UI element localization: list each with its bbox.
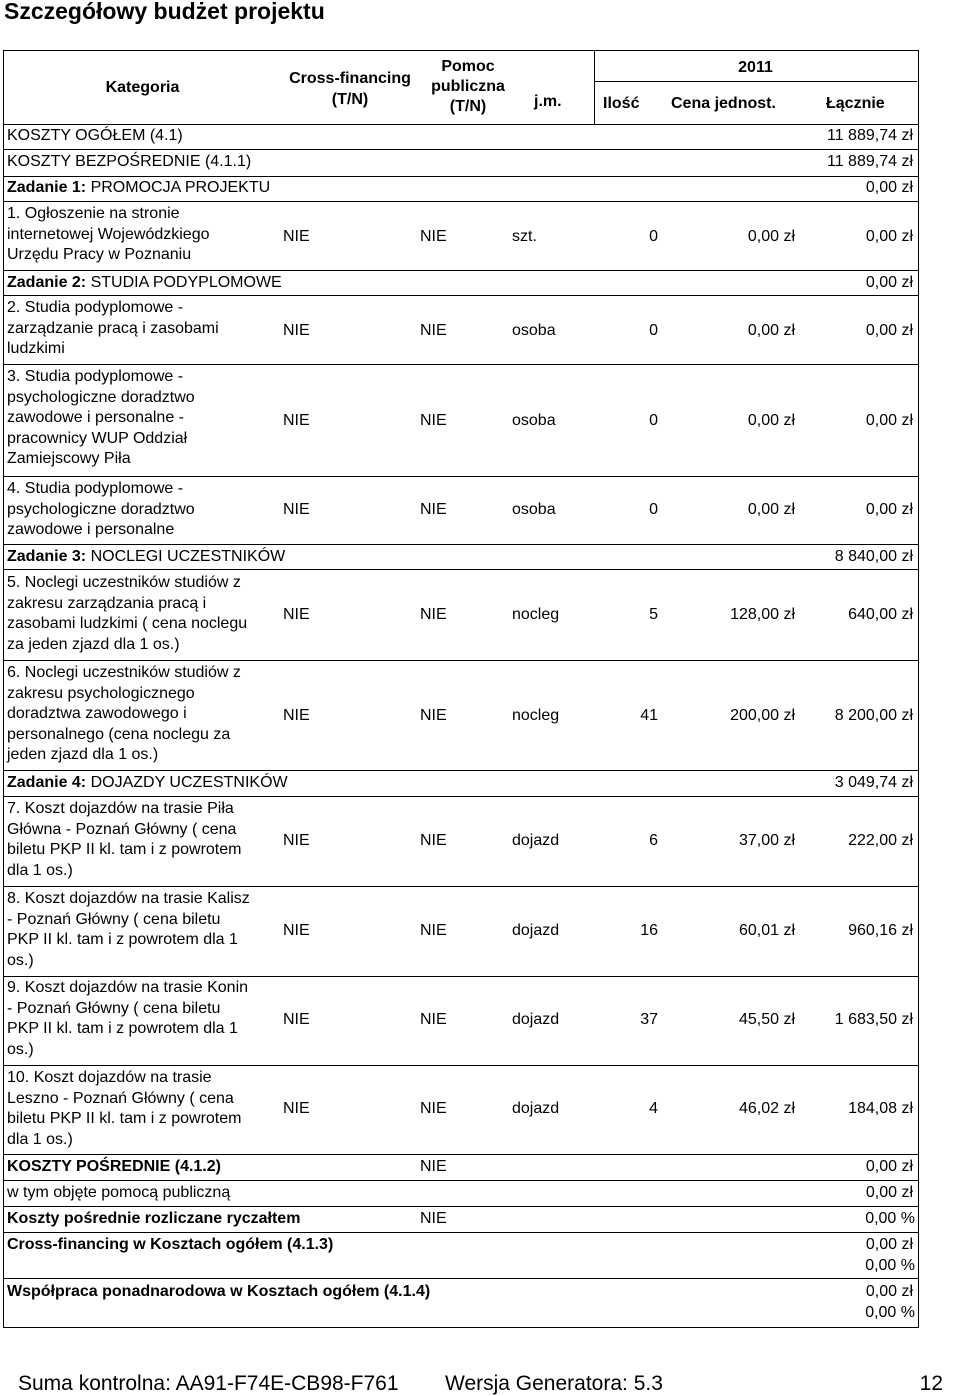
item-6-total: 8 200,00 zł bbox=[834, 707, 913, 724]
koszty-posrednie-flag: NIE bbox=[420, 1158, 447, 1175]
koszty-posrednie-label: KOSZTY POŚREDNIE (4.1.2) bbox=[7, 1158, 221, 1175]
row-divider bbox=[3, 476, 918, 477]
item-8-cross-financing: NIE bbox=[283, 922, 310, 939]
row-divider bbox=[3, 270, 918, 271]
item-8-unit: dojazd bbox=[512, 922, 560, 939]
task-2-title: Zadanie 2: STUDIA PODYPLOMOWE bbox=[7, 274, 282, 291]
item-8-unit-price: 60,01 zł bbox=[738, 922, 795, 939]
item-10-quantity: 4 bbox=[649, 1100, 658, 1117]
item-2-cross-financing: NIE bbox=[283, 322, 310, 339]
header-pomoc-publiczna: Pomoc publiczna (T/N) bbox=[431, 58, 505, 115]
item-3-total: 0,00 zł bbox=[865, 412, 913, 429]
page-number: 12 bbox=[919, 1372, 943, 1395]
row-divider bbox=[3, 201, 918, 202]
pomoc-publiczna-label: w tym objęte pomocą publiczną bbox=[7, 1184, 231, 1201]
item-4-total: 0,00 zł bbox=[865, 501, 913, 518]
item-8-pomoc: NIE bbox=[420, 922, 447, 939]
item-1-description: 1. Ogłoszenie na stronie internetowej Wojewódzkiego Urzędu Pracy w Poznaniu bbox=[7, 205, 210, 263]
row-divider bbox=[3, 976, 918, 977]
page-title: Szczegółowy budżet projektu bbox=[4, 0, 325, 24]
row-divider bbox=[3, 544, 918, 545]
item-8-quantity: 16 bbox=[640, 922, 658, 939]
wspolpraca-label: Współpraca ponadnarodowa w Kosztach ogółem (4.1.4) bbox=[7, 1283, 431, 1300]
item-5-cross-financing: NIE bbox=[283, 606, 310, 623]
checksum: Suma kontrolna: AA91-F74E-CB98-F761 bbox=[18, 1372, 399, 1395]
task-4-total: 3 049,74 zł bbox=[834, 774, 913, 791]
item-1-cross-financing: NIE bbox=[283, 228, 310, 245]
item-4-unit: osoba bbox=[512, 501, 556, 518]
item-4-pomoc: NIE bbox=[420, 501, 447, 518]
item-2-quantity: 0 bbox=[649, 322, 658, 339]
item-5-pomoc: NIE bbox=[420, 606, 447, 623]
row-divider bbox=[3, 660, 918, 661]
item-5-description: 5. Noclegi uczestników studiów z zakresu zarządzania pracą i zasobami ludzkimi ( cena noclegu za jeden zjazd dla 1 os.) bbox=[7, 574, 248, 653]
item-10-unit: dojazd bbox=[512, 1100, 560, 1117]
task-2-total: 0,00 zł bbox=[865, 274, 913, 291]
koszty-ogolem-value: 11 889,74 zł bbox=[827, 127, 913, 144]
row-divider bbox=[3, 1278, 918, 1279]
koszty-ogolem-label: KOSZTY OGÓŁEM (4.1) bbox=[7, 127, 183, 144]
row-divider bbox=[3, 1065, 918, 1066]
item-10-cross-financing: NIE bbox=[283, 1100, 310, 1117]
row-divider bbox=[3, 1232, 918, 1233]
task-3-title: Zadanie 3: NOCLEGI UCZESTNIKÓW bbox=[7, 548, 286, 565]
item-7-description: 7. Koszt dojazdów na trasie Piła Główna - Poznań Główny ( cena biletu PKP II kl. tam i z powrotem dla 1 os.) bbox=[7, 800, 242, 879]
pomoc-publiczna-value: 0,00 zł bbox=[865, 1184, 913, 1201]
header-jm: j.m. bbox=[534, 93, 562, 110]
koszty-bezposrednie-value: 11 889,74 zł bbox=[827, 153, 913, 170]
item-1-unit-price: 0,00 zł bbox=[747, 228, 795, 245]
item-10-total: 184,08 zł bbox=[848, 1100, 913, 1117]
item-10-unit-price: 46,02 zł bbox=[738, 1100, 795, 1117]
item-2-unit-price: 0,00 zł bbox=[747, 322, 795, 339]
row-divider bbox=[3, 886, 918, 887]
item-4-quantity: 0 bbox=[649, 501, 658, 518]
cross-financing-percent: 0,00 % bbox=[865, 1257, 915, 1274]
header-cena: Cena jednost. bbox=[671, 95, 776, 112]
item-9-pomoc: NIE bbox=[420, 1011, 447, 1028]
item-6-pomoc: NIE bbox=[420, 707, 447, 724]
item-1-pomoc: NIE bbox=[420, 228, 447, 245]
generator-version: Wersja Generatora: 5.3 bbox=[445, 1372, 663, 1395]
item-1-quantity: 0 bbox=[649, 228, 658, 245]
row-divider bbox=[3, 1154, 918, 1155]
item-3-description: 3. Studia podyplomowe - psychologiczne doradztwo zawodowe i personalne - pracownicy WUP Oddział Zamiejscowy Piła bbox=[7, 368, 195, 467]
task-3-total: 8 840,00 zł bbox=[834, 548, 913, 565]
item-2-pomoc: NIE bbox=[420, 322, 447, 339]
item-10-description: 10. Koszt dojazdów na trasie Leszno - Poznań Główny ( cena biletu PKP II kl. tam i z powrotem dla 1 os.) bbox=[7, 1069, 242, 1148]
item-5-total: 640,00 zł bbox=[848, 606, 913, 623]
header-divider-year bbox=[594, 81, 917, 82]
header-lacznie: Łącznie bbox=[826, 95, 885, 112]
row-divider bbox=[3, 149, 918, 150]
header-year: 2011 bbox=[738, 59, 773, 76]
item-9-total: 1 683,50 zł bbox=[834, 1011, 913, 1028]
ryczalt-label: Koszty pośrednie rozliczane ryczałtem bbox=[7, 1210, 301, 1227]
row-divider bbox=[3, 1206, 918, 1207]
task-1-total: 0,00 zł bbox=[865, 179, 913, 196]
item-1-total: 0,00 zł bbox=[865, 228, 913, 245]
header-cross-financing: Cross-financing (T/N) bbox=[289, 70, 411, 108]
cross-financing-value: 0,00 zł bbox=[865, 1236, 913, 1253]
task-1-title: Zadanie 1: PROMOCJA PROJEKTU bbox=[7, 179, 271, 196]
ryczalt-value: 0,00 % bbox=[865, 1210, 915, 1227]
header-ilosc: Ilość bbox=[603, 95, 640, 112]
item-3-unit-price: 0,00 zł bbox=[747, 412, 795, 429]
item-2-description: 2. Studia podyplomowe - zarządzanie pracą i zasobami ludzkimi bbox=[7, 299, 219, 357]
ryczalt-flag: NIE bbox=[420, 1210, 447, 1227]
row-divider bbox=[3, 364, 918, 365]
item-6-quantity: 41 bbox=[640, 707, 658, 724]
item-8-total: 960,16 zł bbox=[848, 922, 913, 939]
item-4-description: 4. Studia podyplomowe - psychologiczne doradztwo zawodowe i personalne bbox=[7, 480, 195, 538]
item-2-total: 0,00 zł bbox=[865, 322, 913, 339]
item-9-quantity: 37 bbox=[640, 1011, 658, 1028]
item-7-total: 222,00 zł bbox=[848, 832, 913, 849]
item-7-cross-financing: NIE bbox=[283, 832, 310, 849]
header-bottom-line bbox=[3, 124, 918, 125]
item-6-unit-price: 200,00 zł bbox=[730, 707, 795, 724]
item-6-cross-financing: NIE bbox=[283, 707, 310, 724]
item-3-unit: osoba bbox=[512, 412, 556, 429]
item-7-unit-price: 37,00 zł bbox=[738, 832, 795, 849]
item-3-cross-financing: NIE bbox=[283, 412, 310, 429]
item-3-pomoc: NIE bbox=[420, 412, 447, 429]
item-5-quantity: 5 bbox=[649, 606, 658, 623]
row-divider bbox=[3, 176, 918, 177]
item-9-description: 9. Koszt dojazdów na trasie Konin - Poznań Główny ( cena biletu PKP II kl. tam i z powrotem dla 1 os.) bbox=[7, 979, 249, 1058]
item-6-unit: nocleg bbox=[512, 707, 560, 724]
item-5-unit: nocleg bbox=[512, 606, 560, 623]
item-9-unit-price: 45,50 zł bbox=[738, 1011, 795, 1028]
item-6-description: 6. Noclegi uczestników studiów z zakresu psychologicznego doradztwa zawodowego i personalnego (cena noclegu za jeden zjazd dla 1 os.) bbox=[7, 664, 241, 763]
item-9-cross-financing: NIE bbox=[283, 1011, 310, 1028]
cross-financing-label: Cross-financing w Kosztach ogółem (4.1.3) bbox=[7, 1236, 334, 1253]
row-divider bbox=[3, 295, 918, 296]
item-10-pomoc: NIE bbox=[420, 1100, 447, 1117]
koszty-bezposrednie-label: KOSZTY BEZPOŚREDNIE (4.1.1) bbox=[7, 153, 252, 170]
item-8-description: 8. Koszt dojazdów na trasie Kalisz - Poznań Główny ( cena biletu PKP II kl. tam i z powrotem dla 1 os.) bbox=[7, 890, 250, 969]
item-7-pomoc: NIE bbox=[420, 832, 447, 849]
task-4-title: Zadanie 4: DOJAZDY UCZESTNIKÓW bbox=[7, 774, 288, 791]
row-divider bbox=[3, 796, 918, 797]
item-4-unit-price: 0,00 zł bbox=[747, 501, 795, 518]
item-1-unit: szt. bbox=[512, 228, 537, 245]
wspolpraca-percent: 0,00 % bbox=[865, 1304, 915, 1321]
item-7-unit: dojazd bbox=[512, 832, 560, 849]
item-4-cross-financing: NIE bbox=[283, 501, 310, 518]
item-5-unit-price: 128,00 zł bbox=[730, 606, 795, 623]
row-divider bbox=[3, 569, 918, 570]
row-divider bbox=[3, 770, 918, 771]
header-kategoria: Kategoria bbox=[105, 79, 180, 96]
item-3-quantity: 0 bbox=[649, 412, 658, 429]
item-7-quantity: 6 bbox=[649, 832, 658, 849]
koszty-posrednie-value: 0,00 zł bbox=[865, 1158, 913, 1175]
item-9-unit: dojazd bbox=[512, 1011, 560, 1028]
row-divider bbox=[3, 1180, 918, 1181]
item-2-unit: osoba bbox=[512, 322, 556, 339]
wspolpraca-value: 0,00 zł bbox=[865, 1283, 913, 1300]
